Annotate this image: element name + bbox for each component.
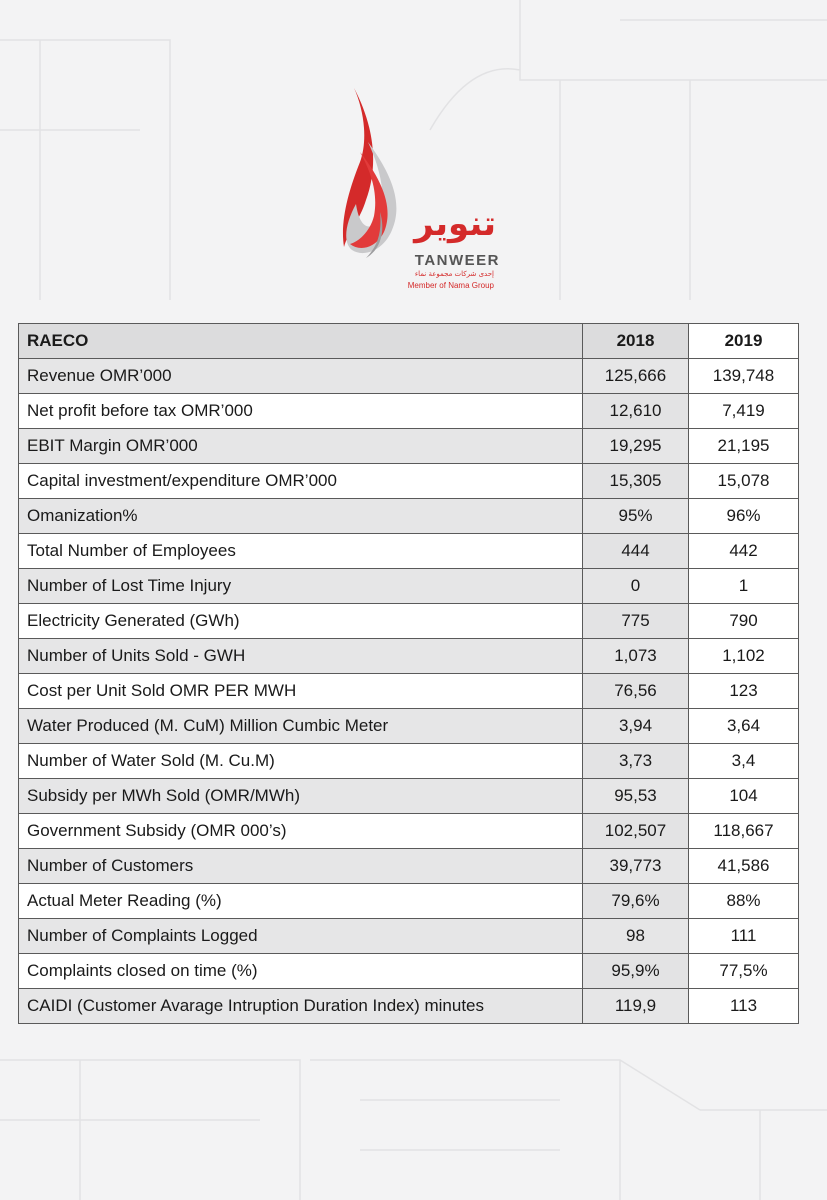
row-label: CAIDI (Customer Avarage Intruption Duration Index) minutes (19, 989, 583, 1024)
row-value-2018: 119,9 (583, 989, 689, 1024)
row-label: Net profit before tax OMR’000 (19, 394, 583, 429)
table-row (19, 989, 799, 1024)
row-value-2019: 104 (689, 779, 799, 814)
table-row (19, 919, 799, 954)
row-label: Subsidy per MWh Sold (OMR/MWh) (19, 779, 583, 814)
row-label: Omanization% (19, 499, 583, 534)
row-value-2018: 95,9% (583, 954, 689, 989)
logo-member-text: Member of Nama Group (407, 281, 494, 290)
row-value-2019: 1 (689, 569, 799, 604)
row-label: Number of Complaints Logged (19, 919, 583, 954)
row-value-2018: 1,073 (583, 639, 689, 674)
row-value-2019: 21,195 (689, 429, 799, 464)
row-value-2018: 95% (583, 499, 689, 534)
table-row (19, 814, 799, 849)
row-label: Cost per Unit Sold OMR PER MWH (19, 674, 583, 709)
table-row (19, 674, 799, 709)
row-value-2019: 15,078 (689, 464, 799, 499)
row-label: Number of Customers (19, 849, 583, 884)
table-row (19, 359, 799, 394)
row-value-2018: 39,773 (583, 849, 689, 884)
row-value-2019: 123 (689, 674, 799, 709)
table-row (19, 464, 799, 499)
row-value-2019: 7,419 (689, 394, 799, 429)
tanweer-logo (320, 82, 500, 297)
row-label: Number of Water Sold (M. Cu.M) (19, 744, 583, 779)
row-value-2019: 96% (689, 499, 799, 534)
table-row (19, 709, 799, 744)
table-header-row (19, 324, 799, 359)
table-row (19, 779, 799, 814)
row-label: Capital investment/expenditure OMR’000 (19, 464, 583, 499)
table-row (19, 604, 799, 639)
row-label: Total Number of Employees (19, 534, 583, 569)
table-row (19, 744, 799, 779)
row-value-2019: 3,4 (689, 744, 799, 779)
table-row (19, 954, 799, 989)
row-value-2018: 15,305 (583, 464, 689, 499)
row-value-2019: 41,586 (689, 849, 799, 884)
raeco-kpi-table (18, 323, 799, 1024)
row-label: EBIT Margin OMR’000 (19, 429, 583, 464)
row-value-2018: 98 (583, 919, 689, 954)
row-value-2019: 88% (689, 884, 799, 919)
header-year-2019: 2019 (689, 324, 799, 359)
row-value-2018: 444 (583, 534, 689, 569)
row-value-2019: 111 (689, 919, 799, 954)
row-value-2019: 3,64 (689, 709, 799, 744)
header-year-2018: 2018 (583, 324, 689, 359)
table-row (19, 429, 799, 464)
row-label: Complaints closed on time (%) (19, 954, 583, 989)
row-value-2018: 3,94 (583, 709, 689, 744)
table-row (19, 499, 799, 534)
row-label: Electricity Generated (GWh) (19, 604, 583, 639)
table-row (19, 849, 799, 884)
row-value-2019: 790 (689, 604, 799, 639)
row-label: Water Produced (M. CuM) Million Cumbic Meter (19, 709, 583, 744)
row-value-2019: 118,667 (689, 814, 799, 849)
logo-arabic-tagline: إحدى شركات مجموعة نماء (414, 270, 494, 278)
row-value-2019: 113 (689, 989, 799, 1024)
table-row (19, 534, 799, 569)
row-value-2018: 19,295 (583, 429, 689, 464)
row-value-2018: 95,53 (583, 779, 689, 814)
row-label: Number of Units Sold - GWH (19, 639, 583, 674)
row-label: Actual Meter Reading (%) (19, 884, 583, 919)
row-value-2019: 139,748 (689, 359, 799, 394)
row-value-2018: 76,56 (583, 674, 689, 709)
table-row (19, 884, 799, 919)
table-row (19, 569, 799, 604)
row-label: Number of Lost Time Injury (19, 569, 583, 604)
table-body (19, 359, 799, 1024)
row-label: Government Subsidy (OMR 000’s) (19, 814, 583, 849)
row-value-2018: 775 (583, 604, 689, 639)
row-value-2018: 12,610 (583, 394, 689, 429)
row-value-2019: 77,5% (689, 954, 799, 989)
row-label: Revenue OMR’000 (19, 359, 583, 394)
row-value-2018: 125,666 (583, 359, 689, 394)
table-row (19, 394, 799, 429)
row-value-2019: 442 (689, 534, 799, 569)
logo-arabic-name: تنوير (414, 204, 496, 244)
table-row (19, 639, 799, 674)
row-value-2018: 102,507 (583, 814, 689, 849)
logo-english-name: TANWEER (414, 252, 500, 269)
row-value-2018: 79,6% (583, 884, 689, 919)
header-company: RAECO (19, 324, 583, 359)
row-value-2019: 1,102 (689, 639, 799, 674)
row-value-2018: 3,73 (583, 744, 689, 779)
row-value-2018: 0 (583, 569, 689, 604)
